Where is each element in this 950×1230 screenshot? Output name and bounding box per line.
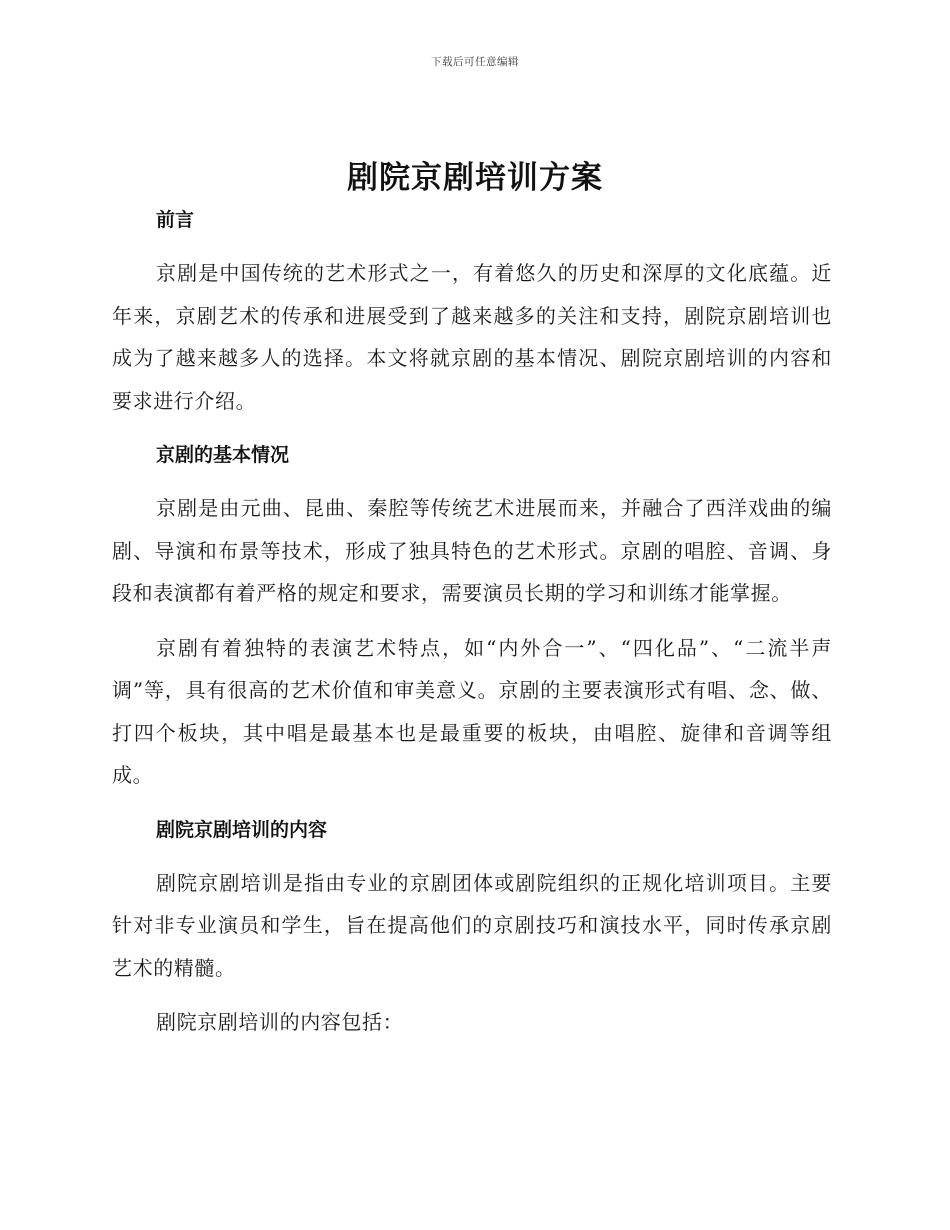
- paragraph: 京剧有着独特的表演艺术特点，如“内外合一”、“四化品”、“二流半声调”等，具有很高的艺术价值和审美意义。京剧的主要表演形式有唱、念、做、打四个板块，其中唱是最基本也是最重要的板块，由唱腔、旋律和音调等组成。: [112, 635, 832, 787]
- section-heading-basics: 京剧的基本情况: [156, 444, 290, 466]
- paragraph: 京剧是由元曲、昆曲、秦腔等传统艺术进展而来，并融合了西洋戏曲的编剧、导演和布景等技术，形成了独具特色的艺术形式。京剧的唱腔、音调、身段和表演都有着严格的规定和要求，需要演员长期的学习和训练才能掌握。: [112, 496, 832, 605]
- section-heading-preface: 前言: [156, 209, 195, 231]
- section-heading-training-content: 剧院京剧培训的内容: [156, 818, 328, 841]
- paragraph: 剧院京剧培训是指由专业的京剧团体或剧院组织的正规化培训项目。主要针对非专业演员和学生，旨在提高他们的京剧技巧和演技水平，同时传承京剧艺术的精髓。: [112, 870, 832, 980]
- document-title: 剧院京剧培训方案: [347, 160, 603, 196]
- paragraph: 京剧是中国传统的艺术形式之一，有着悠久的历史和深厚的文化底蕴。近年来，京剧艺术的传承和进展受到了越来越多的关注和支持，剧院京剧培训也成为了越来越多人的选择。本文将就京剧的基本情况、剧院京剧培训的内容和要求进行介绍。: [112, 261, 832, 413]
- document-body: [112, 199, 832, 1044]
- paragraph: 剧院京剧培训的内容包括：: [156, 1010, 404, 1034]
- header-note: 下载后可任意编辑: [431, 56, 519, 68]
